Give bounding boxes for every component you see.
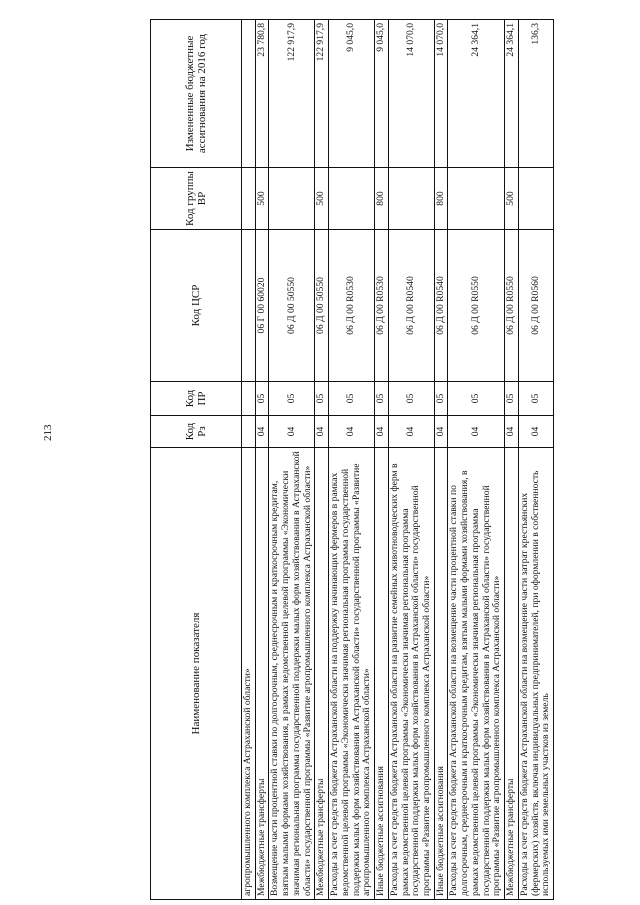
cell-rz: 04	[269, 416, 315, 448]
cell-amount: 14 070,0	[434, 20, 448, 168]
cell-rz	[242, 416, 256, 448]
table-row	[448, 20, 505, 900]
cell-name: Иные бюджетные ассигнования	[434, 448, 448, 900]
cell-csr: 06 Д 00 50550	[269, 230, 315, 382]
cell-csr: 06 Д 00 R0550	[448, 230, 505, 382]
cell-name: Межбюджетные трансферты	[315, 448, 329, 900]
cell-amount: 24 364,1	[448, 20, 505, 168]
cell-amount: 9 045,0	[329, 20, 375, 168]
cell-csr: 06 Д 00 R0540	[434, 230, 448, 382]
cell-csr: 06 Д 00 R0550	[505, 230, 519, 382]
cell-rz: 04	[255, 416, 269, 448]
table-row	[505, 20, 519, 900]
cell-vr	[329, 168, 375, 230]
header-row	[151, 20, 242, 900]
cell-vr	[242, 168, 256, 230]
budget-table	[150, 19, 554, 900]
cell-csr: 06 Д 00 R0530	[375, 230, 389, 382]
cell-csr: 06 Д 00 R0540	[388, 230, 434, 382]
table-row	[269, 20, 315, 900]
cell-pr: 05	[518, 382, 553, 416]
cell-name: Расходы за счет средств бюджета Астраханской области на возмещение части затрат крестьянских (фермерских) хозяйств, включая индивидуальных предпринимателей, при оформлении в собственность используемых ими земельных участков из земель	[518, 448, 553, 900]
table-row	[388, 20, 434, 900]
table-row	[315, 20, 329, 900]
header-csr: Код ЦСР	[151, 230, 242, 382]
cell-rz: 04	[329, 416, 375, 448]
cell-name: Расходы за счет средств бюджета Астраханской области на развитие семейных животноводческих ферм в рамках ведомственной целевой программы «Экономически значимая региональная программа государственной поддержки малых форм хозяйствования в Астраханской области» государственной программы «Развитие агропромышленного комплекса Астраханской области»	[388, 448, 434, 900]
table-row	[255, 20, 269, 900]
cell-csr: 06 Д 00 50550	[315, 230, 329, 382]
cell-csr	[242, 230, 256, 382]
cell-rz: 04	[388, 416, 434, 448]
cell-csr: 06 Д 00 R0530	[329, 230, 375, 382]
cell-name: Возмещение части процентной ставки по долгосрочным, среднесрочным и краткосрочным кредитам, взятым малыми формами хозяйствования, в рамках ведомственной целевой программы «Экономически значимая региональная программа государственной поддержки малых форм хозяйствования в Астраханской области» государственной программы «Развитие агропромышленного комплекса Астраханской области»	[269, 448, 315, 900]
cell-amount: 122 917,9	[269, 20, 315, 168]
cell-rz: 04	[505, 416, 519, 448]
table-row	[434, 20, 448, 900]
cell-csr: 06 Г 00 60020	[255, 230, 269, 382]
cell-vr: 500	[255, 168, 269, 230]
cell-vr	[518, 168, 553, 230]
cell-pr: 05	[255, 382, 269, 416]
cell-rz: 04	[375, 416, 389, 448]
cell-vr	[269, 168, 315, 230]
cell-amount: 24 364,1	[505, 20, 519, 168]
cell-vr	[448, 168, 505, 230]
table-row	[375, 20, 389, 900]
header-rz: Код Рз	[151, 416, 242, 448]
cell-amount: 122 917,9	[315, 20, 329, 168]
cell-vr: 500	[505, 168, 519, 230]
table-row	[518, 20, 553, 900]
cell-pr: 05	[388, 382, 434, 416]
cell-pr: 05	[448, 382, 505, 416]
cell-vr	[388, 168, 434, 230]
cell-rz: 04	[518, 416, 553, 448]
page-number: 213	[42, 424, 54, 441]
cell-amount: 9 045,0	[375, 20, 389, 168]
cell-name: агропромышленного комплекса Астраханской области»	[242, 448, 256, 900]
cell-name: Межбюджетные трансферты	[255, 448, 269, 900]
cell-name: Расходы за счет средств бюджета Астраханской области на возмещение части процентной ставки по долгосрочным, среднесрочным и краткосрочным кредитам, взятым малыми формами хозяйствования, в рамках ведомственной целевой программы «Экономически значимая региональная программа государственной поддержки малых форм хозяйствования в Астраханской области» государственной программы «Развитие агропромышленного комплекса Астраханской области»	[448, 448, 505, 900]
cell-pr: 05	[375, 382, 389, 416]
cell-rz: 04	[448, 416, 505, 448]
cell-amount: 136,3	[518, 20, 553, 168]
header-name: Наименование показателя	[151, 448, 242, 900]
table-row	[329, 20, 375, 900]
header-vr: Код группы ВР	[151, 168, 242, 230]
cell-amount: 23 780,8	[255, 20, 269, 168]
cell-amount: 14 070,0	[388, 20, 434, 168]
cell-pr: 05	[434, 382, 448, 416]
cell-vr: 800	[434, 168, 448, 230]
cell-pr: 05	[329, 382, 375, 416]
cell-vr: 800	[375, 168, 389, 230]
cell-pr: 05	[269, 382, 315, 416]
cell-name: Расходы за счет средств бюджета Астраханской области на поддержку начинающих фермеров в рамках ведомственной целевой программы «Экономически значимая региональная программа государственной поддержки малых форм хозяйствования в Астраханской области» государственной программы «Развитие агропромышленного комплекса Астраханской области»	[329, 448, 375, 900]
cell-rz: 04	[434, 416, 448, 448]
header-amount: Измененные бюджетные ассигнования на 2016 год	[151, 20, 242, 168]
cell-csr: 06 Д 00 R0560	[518, 230, 553, 382]
cell-pr: 05	[505, 382, 519, 416]
cell-name: Иные бюджетные ассигнования	[375, 448, 389, 900]
cell-rz: 04	[315, 416, 329, 448]
cell-vr: 500	[315, 168, 329, 230]
budget-table-rotated	[150, 20, 620, 900]
cell-pr	[242, 382, 256, 416]
header-pr: Код ПР	[151, 382, 242, 416]
cell-pr: 05	[315, 382, 329, 416]
cell-name: Межбюджетные трансферты	[505, 448, 519, 900]
cell-amount	[242, 20, 256, 168]
table-row	[242, 20, 256, 900]
